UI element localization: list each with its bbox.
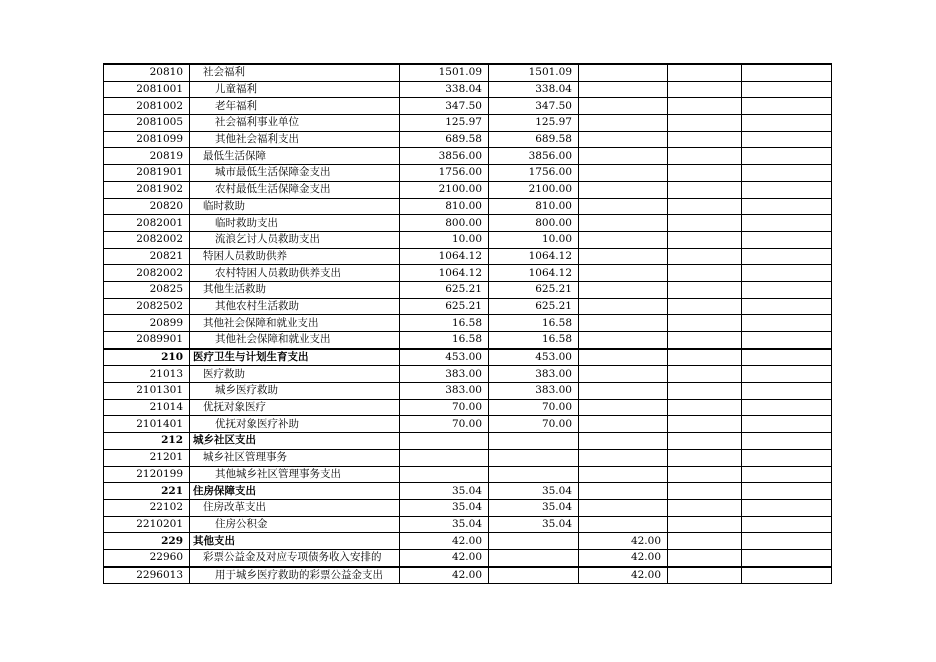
- amount-cell: 383.00: [489, 383, 579, 400]
- amount-cell: [742, 281, 832, 298]
- code-cell: 212: [104, 433, 190, 450]
- table-row: [104, 416, 832, 433]
- item-name-cell: 城乡社区支出: [190, 433, 400, 450]
- code-cell: 20810: [104, 64, 190, 81]
- amount-cell: [579, 165, 668, 182]
- amount-cell: 35.04: [489, 483, 579, 500]
- amount-cell: 125.97: [400, 115, 489, 132]
- table-row: [104, 115, 832, 132]
- table-row: [104, 549, 832, 566]
- amount-cell: [579, 383, 668, 400]
- item-name-cell: 特困人员救助供养: [190, 248, 400, 265]
- code-cell: 2296013: [104, 567, 190, 584]
- item-name-cell: 其他城乡社区管理事务支出: [190, 466, 400, 483]
- amount-cell: 800.00: [489, 215, 579, 232]
- amount-cell: [579, 81, 668, 98]
- amount-cell: [668, 181, 742, 198]
- amount-cell: 42.00: [579, 567, 668, 584]
- amount-cell: [579, 366, 668, 383]
- item-name-cell: 彩票公益金及对应专项债务收入安排的: [190, 549, 400, 566]
- amount-cell: [579, 499, 668, 516]
- table-row: [104, 449, 832, 466]
- amount-cell: [579, 449, 668, 466]
- code-cell: 21201: [104, 449, 190, 466]
- amount-cell: [668, 298, 742, 315]
- amount-cell: [579, 265, 668, 282]
- amount-cell: [742, 265, 832, 282]
- amount-cell: 42.00: [400, 549, 489, 566]
- amount-cell: 35.04: [400, 516, 489, 533]
- item-name-cell: 城市最低生活保障金支出: [190, 165, 400, 182]
- amount-cell: [742, 298, 832, 315]
- code-cell: 2081902: [104, 181, 190, 198]
- amount-cell: [668, 383, 742, 400]
- item-name-cell: 最低生活保障: [190, 148, 400, 165]
- amount-cell: [579, 198, 668, 215]
- amount-cell: [668, 483, 742, 500]
- amount-cell: [579, 399, 668, 416]
- amount-cell: 338.04: [400, 81, 489, 98]
- code-cell: 2081005: [104, 115, 190, 132]
- amount-cell: [742, 549, 832, 566]
- amount-cell: 3856.00: [400, 148, 489, 165]
- table-row: [104, 98, 832, 115]
- amount-cell: 383.00: [489, 366, 579, 383]
- amount-cell: [742, 349, 832, 366]
- amount-cell: [668, 349, 742, 366]
- amount-cell: [668, 433, 742, 450]
- item-name-cell: 其他社会福利支出: [190, 131, 400, 148]
- item-name-cell: 住房改革支出: [190, 499, 400, 516]
- amount-cell: [579, 64, 668, 81]
- budget-table: [103, 63, 832, 584]
- amount-cell: [579, 131, 668, 148]
- amount-cell: [579, 215, 668, 232]
- item-name-cell: 住房公积金: [190, 516, 400, 533]
- item-name-cell: 临时救助支出: [190, 215, 400, 232]
- amount-cell: [668, 115, 742, 132]
- code-cell: 229: [104, 533, 190, 550]
- amount-cell: [489, 533, 579, 550]
- item-name-cell: 农村特困人员救助供养支出: [190, 265, 400, 282]
- amount-cell: 70.00: [400, 416, 489, 433]
- item-name-cell: 社会福利事业单位: [190, 115, 400, 132]
- amount-cell: 2100.00: [400, 181, 489, 198]
- item-name-cell: 老年福利: [190, 98, 400, 115]
- code-cell: 20899: [104, 315, 190, 332]
- amount-cell: 625.21: [489, 298, 579, 315]
- amount-cell: [400, 449, 489, 466]
- amount-cell: [668, 567, 742, 584]
- amount-cell: [579, 349, 668, 366]
- amount-cell: 1756.00: [400, 165, 489, 182]
- amount-cell: [489, 549, 579, 566]
- amount-cell: 810.00: [400, 198, 489, 215]
- table-row: [104, 466, 832, 483]
- amount-cell: 16.58: [489, 315, 579, 332]
- amount-cell: [579, 298, 668, 315]
- amount-cell: [742, 533, 832, 550]
- table-row: [104, 567, 832, 584]
- amount-cell: [579, 248, 668, 265]
- amount-cell: 1064.12: [400, 248, 489, 265]
- amount-cell: 689.58: [489, 131, 579, 148]
- amount-cell: [579, 115, 668, 132]
- amount-cell: [742, 433, 832, 450]
- amount-cell: [668, 399, 742, 416]
- table-row: [104, 165, 832, 182]
- amount-cell: [742, 98, 832, 115]
- amount-cell: [668, 198, 742, 215]
- amount-cell: 1501.09: [489, 64, 579, 81]
- amount-cell: [668, 516, 742, 533]
- amount-cell: [668, 416, 742, 433]
- amount-cell: [742, 399, 832, 416]
- amount-cell: [668, 64, 742, 81]
- amount-cell: 42.00: [579, 549, 668, 566]
- table-row: [104, 483, 832, 500]
- amount-cell: 42.00: [579, 533, 668, 550]
- item-name-cell: 优抚对象医疗补助: [190, 416, 400, 433]
- amount-cell: [668, 549, 742, 566]
- code-cell: 20820: [104, 198, 190, 215]
- table-row: [104, 332, 832, 349]
- amount-cell: 2100.00: [489, 181, 579, 198]
- amount-cell: [742, 383, 832, 400]
- item-name-cell: 用于城乡医疗救助的彩票公益金支出: [190, 567, 400, 584]
- amount-cell: 70.00: [400, 399, 489, 416]
- item-name-cell: 其他农村生活救助: [190, 298, 400, 315]
- amount-cell: 625.21: [400, 298, 489, 315]
- amount-cell: [400, 466, 489, 483]
- item-name-cell: 住房保障支出: [190, 483, 400, 500]
- amount-cell: 453.00: [489, 349, 579, 366]
- table-row: [104, 181, 832, 198]
- amount-cell: 42.00: [400, 567, 489, 584]
- amount-cell: [742, 181, 832, 198]
- amount-cell: 16.58: [400, 332, 489, 349]
- code-cell: 2081099: [104, 131, 190, 148]
- amount-cell: [742, 248, 832, 265]
- table-row: [104, 315, 832, 332]
- amount-cell: [489, 466, 579, 483]
- amount-cell: [579, 466, 668, 483]
- table-row: [104, 248, 832, 265]
- amount-cell: 1501.09: [400, 64, 489, 81]
- amount-cell: [579, 315, 668, 332]
- amount-cell: [668, 248, 742, 265]
- amount-cell: [579, 483, 668, 500]
- amount-cell: [400, 433, 489, 450]
- amount-cell: [668, 98, 742, 115]
- amount-cell: 125.97: [489, 115, 579, 132]
- amount-cell: [668, 231, 742, 248]
- table-row: [104, 383, 832, 400]
- table-row: [104, 81, 832, 98]
- amount-cell: 800.00: [400, 215, 489, 232]
- amount-cell: [579, 98, 668, 115]
- amount-cell: 70.00: [489, 399, 579, 416]
- code-cell: 2081001: [104, 81, 190, 98]
- amount-cell: [742, 466, 832, 483]
- amount-cell: 383.00: [400, 383, 489, 400]
- table-row: [104, 215, 832, 232]
- amount-cell: [668, 499, 742, 516]
- table-row: [104, 265, 832, 282]
- amount-cell: [579, 516, 668, 533]
- amount-cell: [742, 499, 832, 516]
- code-cell: 20821: [104, 248, 190, 265]
- code-cell: 2101301: [104, 383, 190, 400]
- amount-cell: [742, 131, 832, 148]
- table-row: [104, 64, 832, 81]
- amount-cell: 383.00: [400, 366, 489, 383]
- item-name-cell: 优抚对象医疗: [190, 399, 400, 416]
- amount-cell: 70.00: [489, 416, 579, 433]
- amount-cell: 689.58: [400, 131, 489, 148]
- code-cell: 20825: [104, 281, 190, 298]
- amount-cell: [579, 332, 668, 349]
- code-cell: 221: [104, 483, 190, 500]
- amount-cell: [579, 181, 668, 198]
- amount-cell: 1756.00: [489, 165, 579, 182]
- table-row: [104, 533, 832, 550]
- item-name-cell: 其他生活救助: [190, 281, 400, 298]
- table-row: [104, 516, 832, 533]
- table-row: [104, 399, 832, 416]
- amount-cell: 810.00: [489, 198, 579, 215]
- code-cell: 2082002: [104, 265, 190, 282]
- amount-cell: 347.50: [400, 98, 489, 115]
- amount-cell: [579, 231, 668, 248]
- item-name-cell: 医疗救助: [190, 366, 400, 383]
- amount-cell: 35.04: [489, 516, 579, 533]
- amount-cell: [742, 115, 832, 132]
- item-name-cell: 农村最低生活保障金支出: [190, 181, 400, 198]
- code-cell: 2082502: [104, 298, 190, 315]
- code-cell: 2081002: [104, 98, 190, 115]
- code-cell: 20819: [104, 148, 190, 165]
- code-cell: 2082001: [104, 215, 190, 232]
- table-body: [104, 64, 832, 584]
- item-name-cell: 医疗卫生与计划生育支出: [190, 349, 400, 366]
- amount-cell: 35.04: [400, 499, 489, 516]
- amount-cell: 10.00: [489, 231, 579, 248]
- code-cell: 2082002: [104, 231, 190, 248]
- item-name-cell: 儿童福利: [190, 81, 400, 98]
- code-cell: 2210201: [104, 516, 190, 533]
- amount-cell: [742, 215, 832, 232]
- amount-cell: [668, 215, 742, 232]
- amount-cell: [742, 64, 832, 81]
- code-cell: 22102: [104, 499, 190, 516]
- amount-cell: [579, 281, 668, 298]
- amount-cell: [668, 265, 742, 282]
- table-row: [104, 366, 832, 383]
- amount-cell: [668, 332, 742, 349]
- item-name-cell: 流浪乞讨人员救助支出: [190, 231, 400, 248]
- amount-cell: [668, 148, 742, 165]
- amount-cell: [742, 516, 832, 533]
- code-cell: 2089901: [104, 332, 190, 349]
- table-row: [104, 131, 832, 148]
- amount-cell: 625.21: [489, 281, 579, 298]
- amount-cell: [742, 231, 832, 248]
- amount-cell: 625.21: [400, 281, 489, 298]
- amount-cell: 453.00: [400, 349, 489, 366]
- amount-cell: [668, 131, 742, 148]
- amount-cell: 338.04: [489, 81, 579, 98]
- amount-cell: [668, 81, 742, 98]
- amount-cell: [742, 567, 832, 584]
- code-cell: 2101401: [104, 416, 190, 433]
- item-name-cell: 城乡医疗救助: [190, 383, 400, 400]
- code-cell: 22960: [104, 549, 190, 566]
- amount-cell: [579, 433, 668, 450]
- amount-cell: [668, 366, 742, 383]
- amount-cell: [489, 567, 579, 584]
- amount-cell: [668, 466, 742, 483]
- amount-cell: 35.04: [400, 483, 489, 500]
- amount-cell: [742, 148, 832, 165]
- amount-cell: 10.00: [400, 231, 489, 248]
- amount-cell: 35.04: [489, 499, 579, 516]
- table-row: [104, 433, 832, 450]
- amount-cell: [668, 165, 742, 182]
- table-row: [104, 298, 832, 315]
- table-row: [104, 198, 832, 215]
- amount-cell: [489, 449, 579, 466]
- item-name-cell: 其他社会保障和就业支出: [190, 332, 400, 349]
- amount-cell: 42.00: [400, 533, 489, 550]
- amount-cell: 1064.12: [400, 265, 489, 282]
- amount-cell: [742, 165, 832, 182]
- code-cell: 21013: [104, 366, 190, 383]
- amount-cell: 16.58: [489, 332, 579, 349]
- amount-cell: [668, 281, 742, 298]
- amount-cell: [742, 416, 832, 433]
- amount-cell: 3856.00: [489, 148, 579, 165]
- code-cell: 2120199: [104, 466, 190, 483]
- item-name-cell: 其他社会保障和就业支出: [190, 315, 400, 332]
- amount-cell: [579, 416, 668, 433]
- amount-cell: [742, 315, 832, 332]
- table-row: [104, 349, 832, 366]
- amount-cell: [742, 81, 832, 98]
- code-cell: 2081901: [104, 165, 190, 182]
- item-name-cell: 其他支出: [190, 533, 400, 550]
- amount-cell: 347.50: [489, 98, 579, 115]
- amount-cell: 1064.12: [489, 265, 579, 282]
- table-row: [104, 281, 832, 298]
- table-row: [104, 148, 832, 165]
- amount-cell: [668, 449, 742, 466]
- table-row: [104, 499, 832, 516]
- amount-cell: [742, 198, 832, 215]
- amount-cell: [742, 483, 832, 500]
- amount-cell: [489, 433, 579, 450]
- amount-cell: [579, 148, 668, 165]
- amount-cell: [742, 366, 832, 383]
- code-cell: 21014: [104, 399, 190, 416]
- code-cell: 210: [104, 349, 190, 366]
- amount-cell: 16.58: [400, 315, 489, 332]
- amount-cell: [742, 449, 832, 466]
- item-name-cell: 城乡社区管理事务: [190, 449, 400, 466]
- amount-cell: 1064.12: [489, 248, 579, 265]
- amount-cell: [668, 533, 742, 550]
- amount-cell: [742, 332, 832, 349]
- amount-cell: [668, 315, 742, 332]
- item-name-cell: 社会福利: [190, 64, 400, 81]
- table-row: [104, 231, 832, 248]
- item-name-cell: 临时救助: [190, 198, 400, 215]
